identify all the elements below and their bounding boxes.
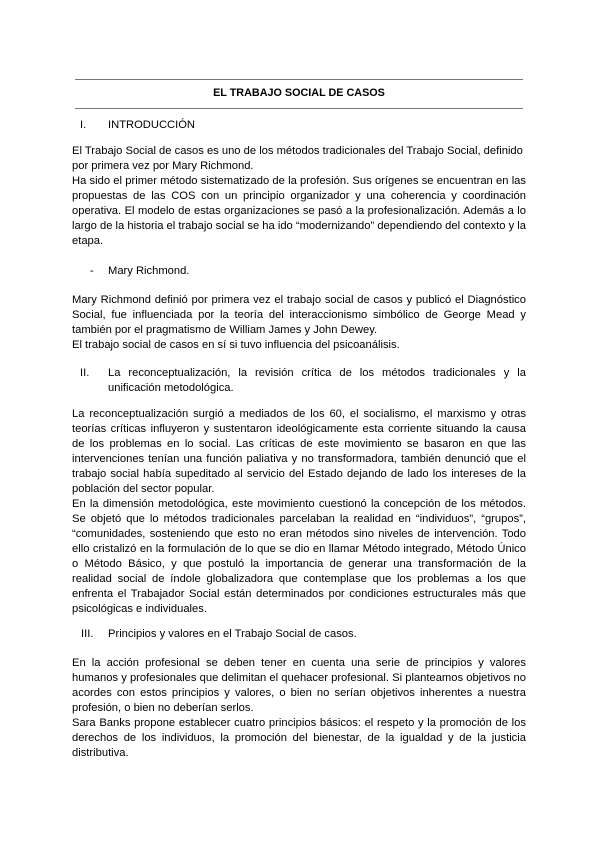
section-heading: Principios y valores en el Trabajo Social de casos. <box>108 628 357 640</box>
paragraph: Ha sido el primer método sistematizado de la profesión. Sus orígenes se encuentran en las propuestas de las COS con un principio organizador y una coherencia y coordinación operativa. El modelo de estas organizaciones se pasó a la profesionalización. Además a lo largo de la historia el trabajo social se ha ido “modernizando” dependiendo del contexto y la etapa. <box>72 175 527 247</box>
section-body <box>72 407 526 617</box>
paragraph: La reconceptualización surgió a mediados de los 60, el socialismo, el marxismo y otras teorías críticas influyeron y sustentaron ideológicamente esta corriente situando la causa de los problemas en lo social. Las críticas de este movimiento se basaron en que las intervenciones tenían una función paliativa y no transformadora, también denunció que el trabajo social había supeditado al servicio del Estado dejando de lado los intereses de la población del sector popular. <box>72 408 526 495</box>
paragraph: El Trabajo Social de casos es uno de los métodos tradicionales del Trabajo Social, definido por primera vez por Mary Richmond. <box>72 145 523 172</box>
section-body <box>72 293 526 353</box>
paragraph: En la acción profesional se deben tener en cuenta una serie de principios y valores humanos y profesionales que delimitan el quehacer profesional. Si planteamos objetivos no acordes con estos principios y valores, o bien no serían objetivos inherentes a nuestra profesión, o bien no deberían serlos. <box>72 657 526 714</box>
section-number: III. <box>81 628 94 640</box>
bullet-marker: - <box>90 265 94 277</box>
section-body <box>72 144 526 249</box>
section-body <box>72 656 526 761</box>
section-heading: Mary Richmond. <box>108 265 190 277</box>
paragraph: En la dimensión metodológica, este movimiento cuestionó la concepción de los métodos. Se objetó que lo métodos tradicionales parcelaban la realidad en “individuos”, “grupos”, “comunidades, sosteniendo que esto no eran métodos sino niveles de intervención. Todo ello cristalizó en la formulación de lo que se dio en llamar Método integrado, Método Único o Método Básico, y que postuló la importancia de generar una transformación de la realidad social de índole globalizadora que contemplase que los problemas a los que enfrenta el Trabajador Social están determinados por condiciones estructurales más que psicológicas e individuales. <box>72 498 526 615</box>
section-heading: La reconceptualización, la revisión crítica de los métodos tradicionales y la unificación metodológica. <box>108 367 526 394</box>
paragraph: Sara Banks propone establecer cuatro principios básicos: el respeto y la promoción de los derechos de los individuos, la promoción del bienestar, de la igualdad y de la justicia distributiva. <box>72 717 526 759</box>
paragraph: Mary Richmond definió por primera vez el trabajo social de casos y publicó el Diagnóstico Social, fue influenciada por la teoría del interaccionismo simbólico de George Mead y también por el pragmatismo de William James y John Dewey. <box>72 294 526 336</box>
section-number: II. <box>80 367 90 379</box>
section-heading: INTRODUCCIÓN <box>108 119 196 131</box>
page-title: EL TRABAJO SOCIAL DE CASOS <box>213 87 385 99</box>
top-rule <box>75 79 523 80</box>
section-number: I. <box>80 119 87 131</box>
paragraph: El trabajo social de casos en sí si tuvo influencia del psicoanálisis. <box>72 339 400 351</box>
bottom-rule <box>75 108 523 109</box>
